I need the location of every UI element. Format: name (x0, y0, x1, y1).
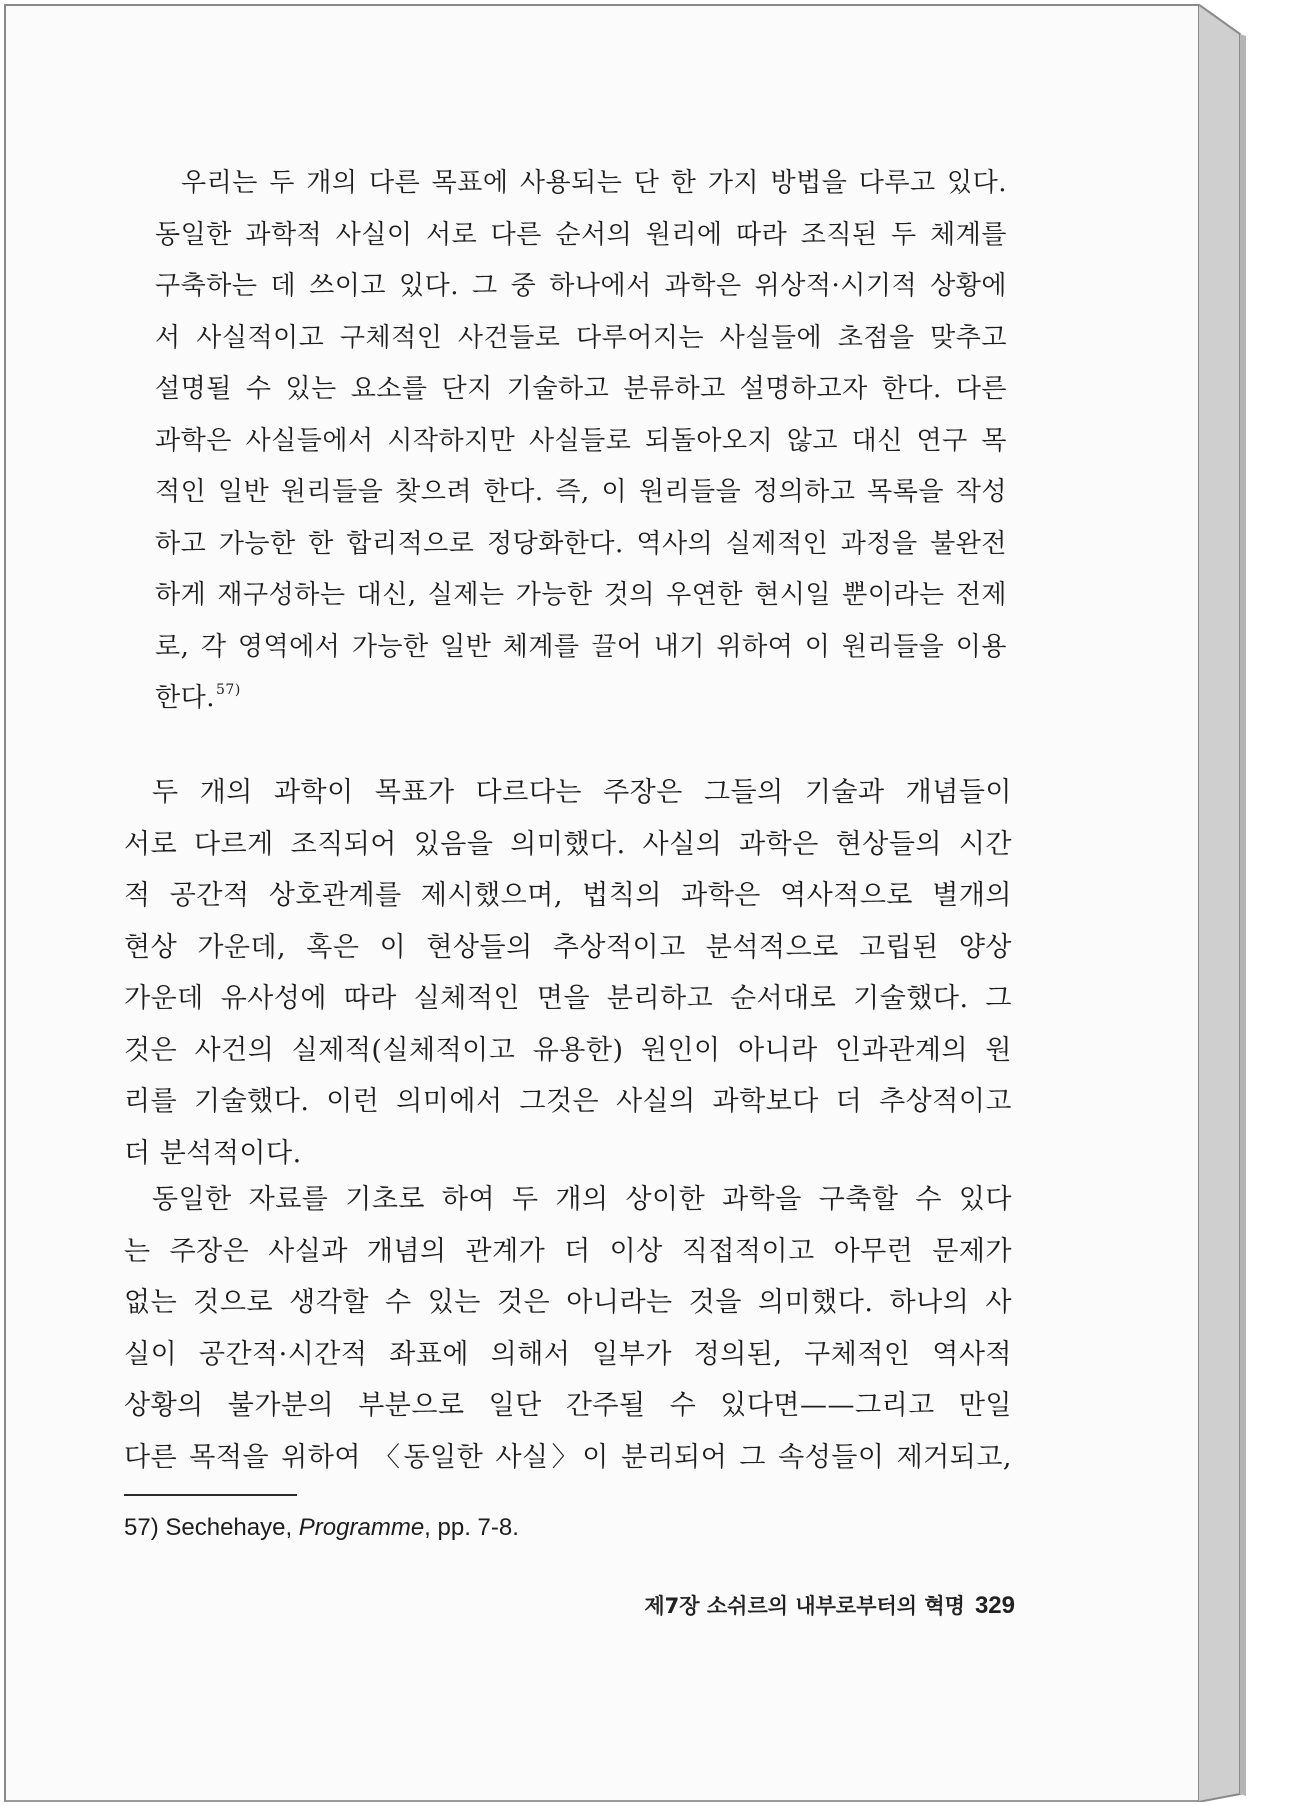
quote-last-line (155, 673, 1007, 725)
quote-line: 설명될 수 있는 요소를 단지 기술하고 분류하고 설명하고자 한다. 다른 (155, 374, 1007, 404)
block-quote (155, 158, 1007, 725)
quote-line: 우리는 두 개의 다른 목표에 사용되는 단 한 가지 방법을 다루고 있다. (181, 168, 1007, 198)
paragraph-line: 것은 사건의 실제적(실체적이고 유용한) 원인이 아니라 인과관계의 원 (124, 1034, 1012, 1066)
paragraph-line: 적 공간적 상호관계를 제시했으며, 법칙의 과학은 역사적으로 별개의 (124, 880, 1012, 911)
footnote-title: Programme (298, 1514, 425, 1541)
page-number: 329 (974, 1592, 1015, 1619)
quote-line: 서 사실적이고 구체적인 사건들로 다루어지는 사실들에 초점을 맞추고 (155, 322, 1007, 353)
footnote-author: Sechehaye, (165, 1514, 293, 1541)
quote-line: 하게 재구성하는 대신, 실제는 가능한 것의 우연한 현시일 뿐이라는 전제 (155, 580, 1007, 610)
quote-line: 하고 가능한 한 합리적으로 정당화한다. 역사의 실제적인 과정을 불완전 (155, 528, 1007, 559)
running-footer (580, 1590, 1015, 1620)
paragraph-line: 동일한 자료를 기초로 하여 두 개의 상이한 과학을 구축할 수 있다 (152, 1184, 1012, 1215)
quote-line: 적인 일반 원리들을 찾으려 한다. 즉, 이 원리들을 정의하고 목록을 작성 (155, 477, 1007, 507)
paragraph-line: 현상 가운데, 혹은 이 현상들의 추상적이고 분석적으로 고립된 양상 (124, 931, 1012, 963)
paragraph-line: 는 주장은 사실과 개념의 관계가 더 이상 직접적이고 아무런 문제가 (124, 1235, 1012, 1267)
quote-line: 동일한 과학적 사실이 서로 다른 순서의 원리에 따라 조직된 두 체계를 (155, 219, 1007, 250)
chapter-title: 제7장 소쉬르의 내부로부터의 혁명 (644, 1594, 965, 1618)
body-paragraph-1 (124, 767, 1012, 1179)
paragraph-line: 없는 것으로 생각할 수 있는 것은 아니라는 것을 의미했다. 하나의 사 (124, 1287, 1012, 1318)
paragraph-line: 실이 공간적·시간적 좌표에 의해서 일부가 정의된, 구체적인 역사적 (124, 1338, 1012, 1370)
paragraph-line: 서로 다르게 조직되어 있음을 의미했다. 사실의 과학은 현상들의 시간 (124, 828, 1012, 860)
footnote-number: 57) (124, 1514, 159, 1541)
footnote-divider (124, 1494, 297, 1496)
paragraph-line: 더 분석적이다. (124, 1137, 302, 1169)
paragraph-line: 리를 기술했다. 이런 의미에서 그것은 사실의 과학보다 더 추상적이고 (124, 1086, 1012, 1117)
footnote (124, 1514, 519, 1542)
quote-last-text: 한다. (155, 683, 215, 713)
page-edge-graphic (1198, 4, 1310, 1802)
footnote-pages: , pp. 7-8. (424, 1514, 519, 1541)
body-paragraph-2 (124, 1174, 1012, 1483)
footnote-reference[interactable]: 57) (216, 682, 241, 698)
paragraph-line: 두 개의 과학이 목표가 다르다는 주장은 그들의 기술과 개념들이 (152, 777, 1012, 808)
paragraph-line: 다른 목적을 위하여 〈동일한 사실〉이 분리되어 그 속성들이 제거되고, (124, 1441, 1012, 1473)
paragraph-line: 상황의 불가분의 부분으로 일단 간주될 수 있다면——그리고 만일 (124, 1390, 1012, 1421)
paragraph-line: 가운데 유사성에 따라 실체적인 면을 분리하고 순서대로 기술했다. 그 (124, 983, 1012, 1014)
quote-line: 과학은 사실들에서 시작하지만 사실들로 되돌아오지 않고 대신 연구 목 (155, 425, 1007, 456)
quote-line: 구축하는 데 쓰이고 있다. 그 중 하나에서 과학은 위상적·시기적 상황에 (155, 271, 1007, 301)
quote-line: 로, 각 영역에서 가능한 일반 체계를 끌어 내기 위하여 이 원리들을 이용 (155, 631, 1007, 662)
